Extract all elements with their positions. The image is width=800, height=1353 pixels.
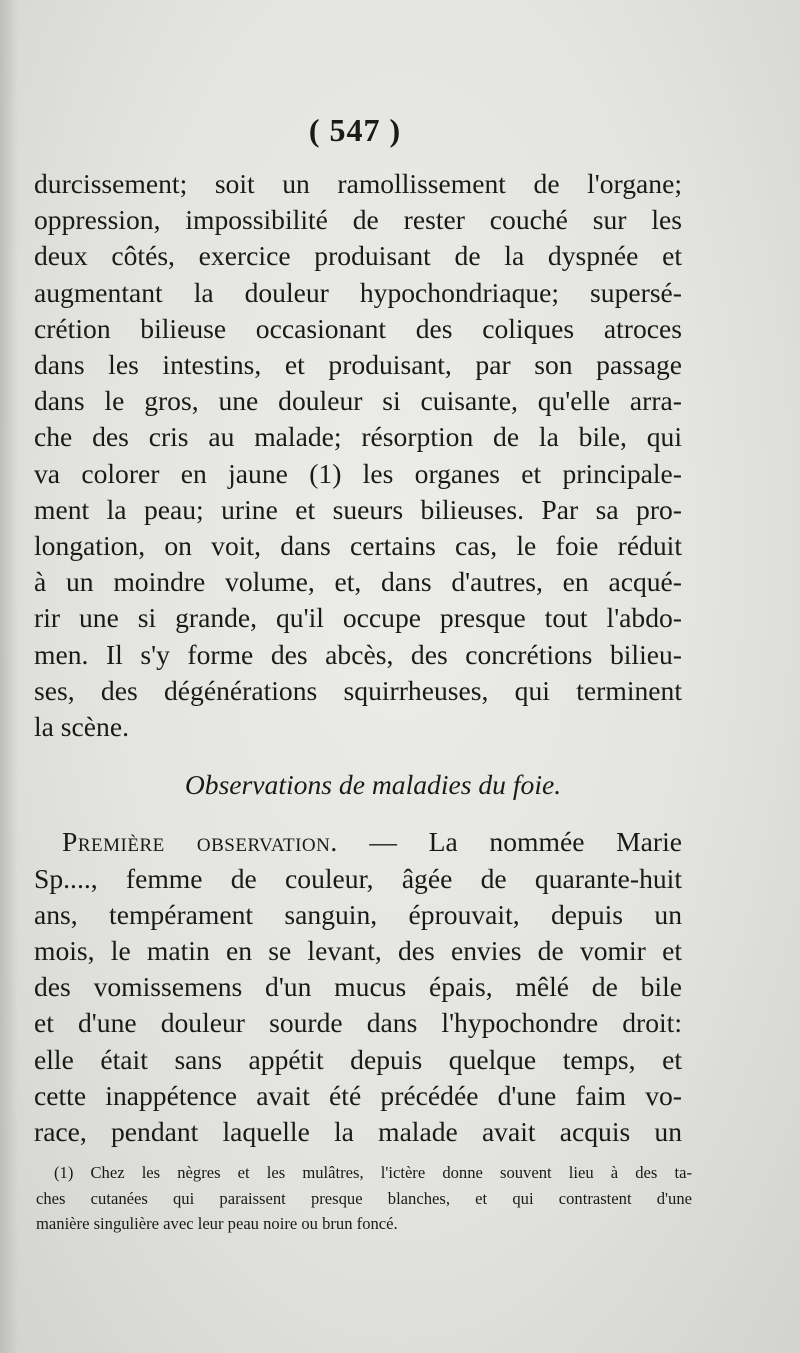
text-line: va colorer en jaune (1) les organes et principale- (34, 457, 682, 489)
text-line: Sp...., femme de couleur, âgée de quarante-huit (34, 862, 682, 894)
text-line: ans, tempérament sanguin, éprouvait, depuis un (34, 898, 682, 930)
footnote (36, 1160, 692, 1237)
text-line: la scène. (34, 711, 129, 743)
text-line: deux côtés, exercice produisant de la dyspnée et (34, 240, 682, 272)
text-line: dans le gros, une douleur si cuisante, qu'elle arra- (34, 385, 682, 417)
text-line: crétion bilieuse occasionant des coliques atroces (34, 312, 682, 344)
text-line: che des cris au malade; résorption de la bile, qui (34, 421, 682, 453)
observation-label: Première observation. (62, 826, 338, 858)
text-line: cette inappétence avait été précédée d'une faim vo- (34, 1079, 682, 1111)
text-line: rir une si grande, qu'il occupe presque tout l'abdo- (34, 602, 682, 634)
section-heading: Observations de maladies du foie. (184, 769, 562, 801)
text-line: ment la peau; urine et sueurs bilieuses. Par sa pro- (34, 493, 682, 525)
text-line: durcissement; soit un ramollissement de l'organe; (34, 168, 682, 199)
observation-first-line (34, 824, 682, 860)
text-line: men. Il s'y forme des abcès, des concrétions bilieu- (34, 638, 682, 670)
text-line: des vomissemens d'un mucus épais, mêlé de bile (34, 971, 682, 1003)
text-line: longation, on voit, dans certains cas, le foie réduit (34, 530, 682, 562)
text-line: mois, le matin en se levant, des envies de vomir et (34, 935, 682, 967)
footnote-line: manière singulière avec leur peau noire ou brun foncé. (36, 1214, 398, 1233)
text-line: à un moindre volume, et, dans d'autres, en acqué- (34, 566, 682, 598)
main-text (34, 166, 682, 1150)
footnote-line: ches cutanées qui paraissent presque blanches, et qui contrastent d'une (36, 1188, 692, 1208)
text-line: elle était sans appétit depuis quelque temps, et (34, 1043, 682, 1075)
text-line: et d'une douleur sourde dans l'hypochondre droit: (34, 1007, 682, 1039)
text-line: augmentant la douleur hypochondriaque; supersé- (34, 276, 682, 308)
footnote-line: (1) Chez les nègres et les mulâtres, l'ictère donne souvent lieu à des ta- (54, 1163, 692, 1182)
text-line: ses, des dégénérations squirrheuses, qui terminent (34, 674, 682, 706)
text-line: dans les intestins, et produisant, par son passage (34, 349, 682, 381)
text-line: race, pendant laquelle la malade avait acquis un (34, 1116, 682, 1148)
page-number: ( 547 ) (308, 112, 402, 148)
observation-first-line-rest: — La nommée Marie (369, 826, 682, 858)
text-line: oppression, impossibilité de rester couché sur les (34, 204, 682, 236)
